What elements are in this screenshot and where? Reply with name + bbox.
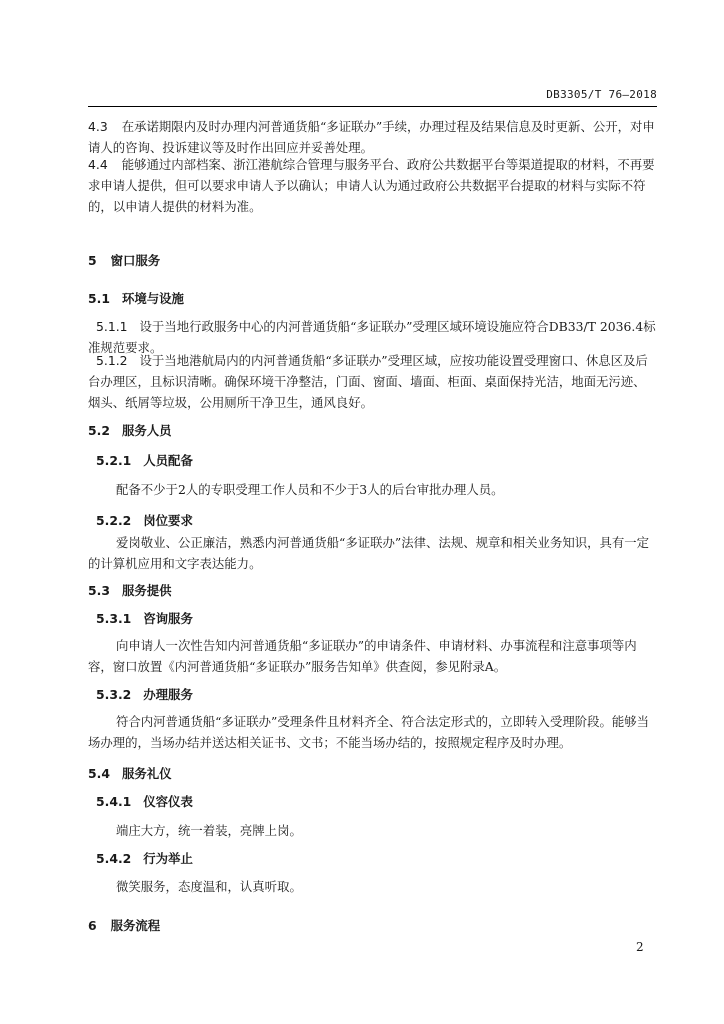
- section-title: 服务礼仪: [121, 766, 172, 781]
- section-number: 5.2: [88, 423, 110, 438]
- section-number: 5.4.1: [96, 794, 132, 809]
- clause-text: 设于当地行政服务中心的内河普通货船“多证联办”受理区域环境设施应符合DB33/T 2036.4标准规范要求。: [88, 319, 656, 355]
- clause-number: 4.4: [88, 157, 108, 172]
- paragraph-4-3: [88, 116, 657, 158]
- section-5-4-heading: [88, 763, 657, 784]
- section-number: 6: [88, 918, 97, 933]
- section-number: 5.3: [88, 583, 110, 598]
- section-number: 5.4.2: [96, 851, 132, 866]
- section-5-3-heading: [88, 580, 657, 601]
- section-title: 咨询服务: [143, 611, 193, 626]
- clause-number: 5.1.1: [96, 319, 128, 334]
- clause-5-2-2-text: 爱岗敬业、公正廉洁，熟悉内河普通货船“多证联办”法律、法规、规章和相关业务知识，具有一定的计算机应用和文字表达能力。: [88, 535, 650, 571]
- paragraph-4-4: [88, 154, 657, 217]
- section-title: 环境与设施: [121, 291, 184, 306]
- clause-5-2-1-text: 配备不少于2人的专职受理工作人员和不少于3人的后台审批办理人员。: [116, 482, 504, 497]
- clause-5-1-2: [88, 350, 657, 413]
- section-5-2-1-heading: [88, 450, 657, 471]
- section-5-2-heading: [88, 420, 657, 441]
- section-number: 5.4: [88, 766, 110, 781]
- section-5-4-2-heading: [88, 848, 657, 869]
- section-5-3-1-heading: [88, 608, 657, 629]
- document-code: DB3305/T 76—2018: [546, 88, 657, 101]
- section-5-1-heading: [88, 288, 657, 309]
- section-title: 人员配备: [143, 453, 193, 468]
- clause-text: 设于当地港航局内的内河普通货船“多证联办”受理区域，应按功能设置受理窗口、休息区及后台办理区，且标识清晰。确保环境干净整洁，门面、窗面、墙面、柜面、桌面保持光洁，地面无污迹、烟头、纸屑等垃圾，公用厕所干净卫生，通风良好。: [88, 353, 648, 410]
- section-title: 服务人员: [121, 423, 172, 438]
- section-5-heading: [88, 250, 657, 271]
- clause-number: 5.1.2: [96, 353, 128, 368]
- section-title: 办理服务: [143, 687, 193, 702]
- section-title: 服务提供: [121, 583, 172, 598]
- section-number: 5.2.2: [96, 513, 132, 528]
- section-number: 5.3.2: [96, 687, 132, 702]
- section-title: 行为举止: [143, 851, 193, 866]
- page-number: 2: [636, 940, 644, 954]
- header-rule: [88, 106, 657, 107]
- section-number: 5.2.1: [96, 453, 132, 468]
- section-5-3-2-heading: [88, 684, 657, 705]
- section-number: 5.3.1: [96, 611, 132, 626]
- clause-5-4-1-text: 端庄大方，统一着装，亮牌上岗。: [116, 823, 302, 838]
- clause-number: 4.3: [88, 119, 108, 134]
- section-title: 仪容仪表: [143, 794, 193, 809]
- clause-5-3-2-text: 符合内河普通货船“多证联办”受理条件且材料齐全、符合法定形式的，立即转入受理阶段。能够当场办理的，当场办结并送达相关证书、文书；不能当场办结的，按照规定程序及时办理。: [88, 714, 650, 750]
- section-number: 5: [88, 253, 97, 268]
- section-title: 窗口服务: [110, 253, 161, 268]
- section-number: 5.1: [88, 291, 110, 306]
- clause-text: 能够通过内部档案、浙江港航综合管理与服务平台、政府公共数据平台等渠道提取的材料，不再要求申请人提供，但可以要求申请人予以确认；申请人认为通过政府公共数据平台提取的材料与实际不符的，以申请人提供的材料为准。: [88, 157, 655, 214]
- section-6-heading: [88, 915, 657, 936]
- section-5-2-2-heading: [88, 510, 657, 531]
- section-title: 服务流程: [110, 918, 161, 933]
- section-5-4-1-heading: [88, 791, 657, 812]
- clause-text: 在承诺期限内及时办理内河普通货船“多证联办”手续，办理过程及结果信息及时更新、公开，对申请人的咨询、投诉建议等及时作出回应并妥善处理。: [88, 119, 655, 155]
- section-title: 岗位要求: [143, 513, 193, 528]
- clause-5-4-2-text: 微笑服务，态度温和，认真听取。: [116, 879, 302, 894]
- clause-5-3-1-text: 向申请人一次性告知内河普通货船“多证联办”的申请条件、申请材料、办事流程和注意事项等内容，窗口放置《内河普通货船“多证联办”服务告知单》供查阅，参见附录A。: [88, 638, 637, 674]
